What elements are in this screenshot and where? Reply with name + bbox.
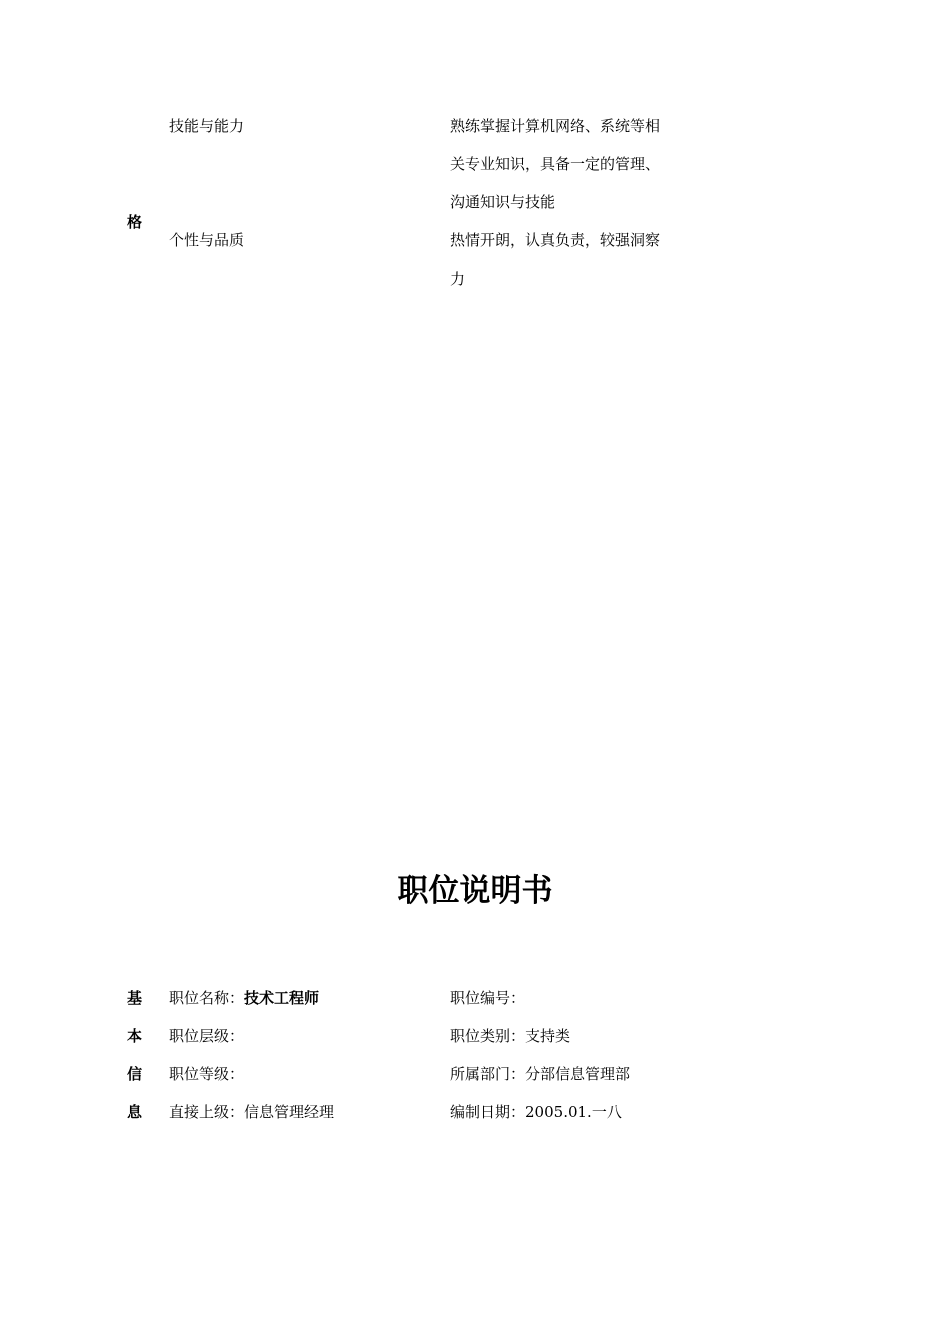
- department-value: 分部信息管理部: [525, 1065, 631, 1083]
- qualifications-side-char: 格: [127, 213, 143, 231]
- basic-info-side-char-1: 基: [127, 989, 143, 1007]
- prepared-date-value: 2005.01.一八: [525, 1103, 622, 1121]
- document-title: 职位说明书: [397, 873, 553, 909]
- position-category-label: 职位类别：: [450, 1027, 526, 1045]
- basic-info-row-1-right: [450, 979, 525, 1017]
- skills-line-2: 关专业知识，具备一定的管理、: [450, 155, 661, 173]
- basic-info-side-char-3: 信: [127, 1065, 143, 1083]
- skills-line-1: 熟练掌握计算机网络、系统等相: [450, 117, 661, 135]
- basic-info-row-4-right: [450, 1093, 622, 1131]
- basic-info-row-4-left: [169, 1093, 334, 1131]
- direct-supervisor-label: 直接上级：: [169, 1103, 245, 1121]
- prepared-date-label: 编制日期：: [450, 1103, 526, 1121]
- personality-line-2: 力: [450, 270, 466, 288]
- basic-info-side-char-4: 息: [127, 1103, 143, 1121]
- personality-line-1: 热情开朗，认真负责，较强洞察: [450, 231, 661, 249]
- basic-info-row-3-right: [450, 1055, 630, 1093]
- skills-label: 技能与能力: [169, 117, 245, 135]
- direct-supervisor-value: 信息管理经理: [244, 1103, 335, 1121]
- position-name-value: 技术工程师: [244, 989, 320, 1007]
- basic-info-row-2-left: [169, 1017, 244, 1055]
- basic-info-row-2-right: [450, 1017, 570, 1055]
- personality-label: 个性与品质: [169, 231, 245, 249]
- skills-line-3: 沟通知识与技能: [450, 193, 556, 211]
- basic-info-side-char-2: 本: [127, 1027, 143, 1045]
- position-level-label: 职位层级：: [169, 1027, 245, 1045]
- basic-info-row-1-left: [169, 979, 319, 1017]
- basic-info-row-3-left: [169, 1055, 244, 1093]
- position-category-value: 支持类: [525, 1027, 571, 1045]
- position-name-label: 职位名称：: [169, 989, 245, 1007]
- position-code-label: 职位编号：: [450, 989, 526, 1007]
- department-label: 所属部门：: [450, 1065, 526, 1083]
- position-grade-label: 职位等级：: [169, 1065, 245, 1083]
